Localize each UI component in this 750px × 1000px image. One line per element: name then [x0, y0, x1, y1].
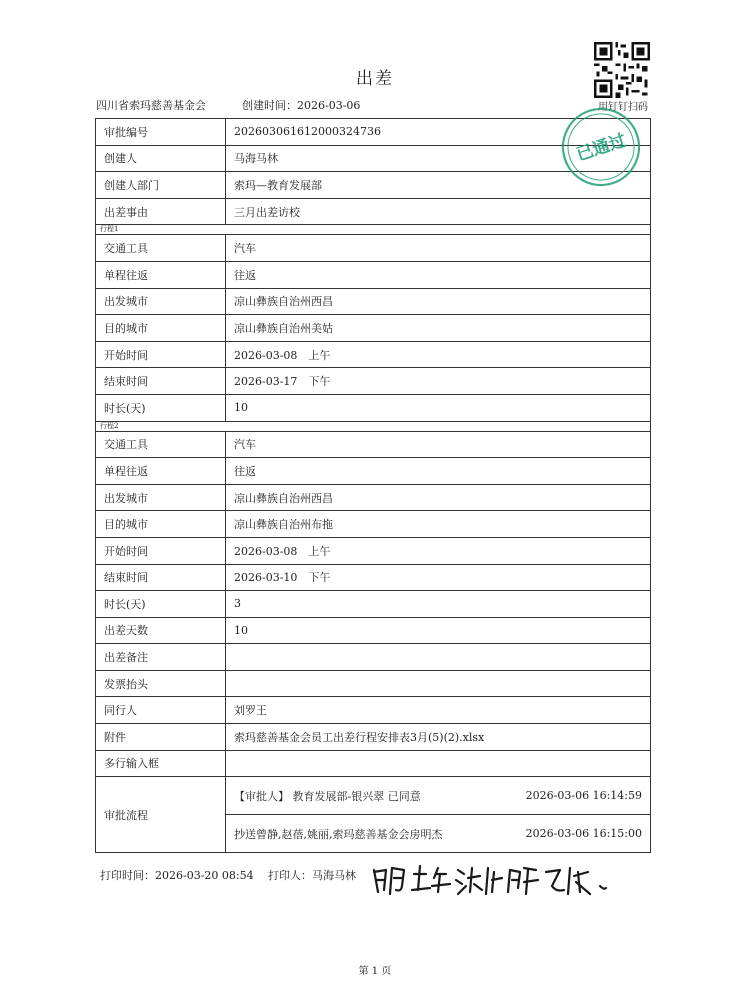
attachment-link[interactable]: 索玛慈善基金会员工出差行程安排表3月(5)(2).xlsx: [226, 724, 651, 751]
field-value: 202603061612000324736: [226, 119, 651, 146]
table-row: [96, 724, 651, 751]
field-value: 汽车: [226, 235, 651, 262]
field-label: 结束时间: [96, 368, 226, 395]
field-label: 结束时间: [96, 564, 226, 591]
field-value: 马海马林: [226, 145, 651, 172]
field-label: 审批流程: [96, 777, 226, 853]
field-label: 创建人: [96, 145, 226, 172]
field-label: 出差事由: [96, 198, 226, 225]
table-row: [96, 198, 651, 225]
field-value: 3: [226, 591, 651, 618]
section-header-trip1: [96, 225, 651, 235]
table-row: [96, 617, 651, 644]
field-value: 2026-03-08 上午: [226, 537, 651, 564]
field-value: 往返: [226, 458, 651, 485]
field-label: 出差备注: [96, 644, 226, 671]
field-value: 10: [226, 394, 651, 421]
table-row: [96, 458, 651, 485]
stamp-text: 已通过: [573, 130, 629, 166]
field-value: 刘罗王: [226, 697, 651, 724]
section-label: 行程1: [96, 225, 651, 235]
field-label: 出发城市: [96, 288, 226, 315]
cc-step-text: 抄送曾静,赵蓓,姚丽,索玛慈善基金会房明杰: [234, 827, 443, 841]
field-label: 单程往返: [96, 261, 226, 288]
field-label: 开始时间: [96, 341, 226, 368]
document-title: 出差: [356, 69, 394, 89]
table-row: [96, 394, 651, 421]
approval-form-table: [95, 118, 651, 853]
field-label: 目的城市: [96, 315, 226, 342]
field-value: 凉山彝族自治州布拖: [226, 511, 651, 538]
field-value: 凉山彝族自治州西昌: [226, 484, 651, 511]
table-row: [96, 484, 651, 511]
field-label: 创建人部门: [96, 172, 226, 199]
qr-caption: 用钉钉扫码: [598, 102, 648, 113]
field-label: 交通工具: [96, 431, 226, 458]
field-value: 10: [226, 617, 651, 644]
created-time: 创建时间：2026-03-06: [242, 99, 361, 112]
organization-name: 四川省索玛慈善基金会: [96, 99, 206, 112]
cc-step: [226, 814, 650, 852]
field-value: 凉山彝族自治州西昌: [226, 288, 651, 315]
table-row: [96, 670, 651, 697]
table-row: [96, 750, 651, 777]
table-row: [96, 368, 651, 395]
approval-step-time: 2026-03-06 16:14:59: [525, 789, 642, 803]
table-row: [96, 261, 651, 288]
field-label: 同行人: [96, 697, 226, 724]
approval-flow: [226, 777, 651, 853]
field-label: 审批编号: [96, 119, 226, 146]
cc-step-time: 2026-03-06 16:15:00: [525, 827, 642, 841]
section-header-trip2: [96, 421, 651, 431]
field-label: 交通工具: [96, 235, 226, 262]
approval-flow-row: [96, 777, 651, 853]
field-label: 时长(天): [96, 394, 226, 421]
table-row: [96, 315, 651, 342]
field-label: 多行输入框: [96, 750, 226, 777]
field-value: 索玛—教育发展部: [226, 172, 651, 199]
field-value: [226, 670, 651, 697]
table-row: [96, 511, 651, 538]
table-row: [96, 564, 651, 591]
field-value: 2026-03-10 下午: [226, 564, 651, 591]
qr-code-icon: [594, 42, 650, 98]
section-label: 行程2: [96, 421, 651, 431]
field-label: 附件: [96, 724, 226, 751]
printer-name: 打印人：马海马林: [268, 869, 356, 882]
field-value: [226, 644, 651, 671]
table-row: [96, 288, 651, 315]
table-row: [96, 235, 651, 262]
field-value: 2026-03-17 下午: [226, 368, 651, 395]
table-row: [96, 697, 651, 724]
field-label: 目的城市: [96, 511, 226, 538]
field-label: 发票抬头: [96, 670, 226, 697]
field-label: 出差天数: [96, 617, 226, 644]
field-value: 2026-03-08 上午: [226, 341, 651, 368]
approval-step-text: 【审批人】 教育发展部-银兴翠 已同意: [234, 789, 421, 803]
approval-step: [226, 777, 650, 814]
table-row: [96, 591, 651, 618]
table-row: [96, 644, 651, 671]
field-label: 出发城市: [96, 484, 226, 511]
approved-stamp: [560, 106, 642, 188]
print-time: 打印时间：2026-03-20 08:54: [100, 869, 254, 882]
field-value: 凉山彝族自治州美姑: [226, 315, 651, 342]
handwritten-signature: [368, 856, 618, 902]
field-label: 单程往返: [96, 458, 226, 485]
table-row: [96, 431, 651, 458]
field-label: 时长(天): [96, 591, 226, 618]
field-value: 汽车: [226, 431, 651, 458]
field-value: [226, 750, 651, 777]
table-row: [96, 537, 651, 564]
field-value: 往返: [226, 261, 651, 288]
table-row: [96, 341, 651, 368]
page-number: 第 1 页: [358, 966, 392, 977]
field-value: 三月出差访校: [226, 198, 651, 225]
field-label: 开始时间: [96, 537, 226, 564]
